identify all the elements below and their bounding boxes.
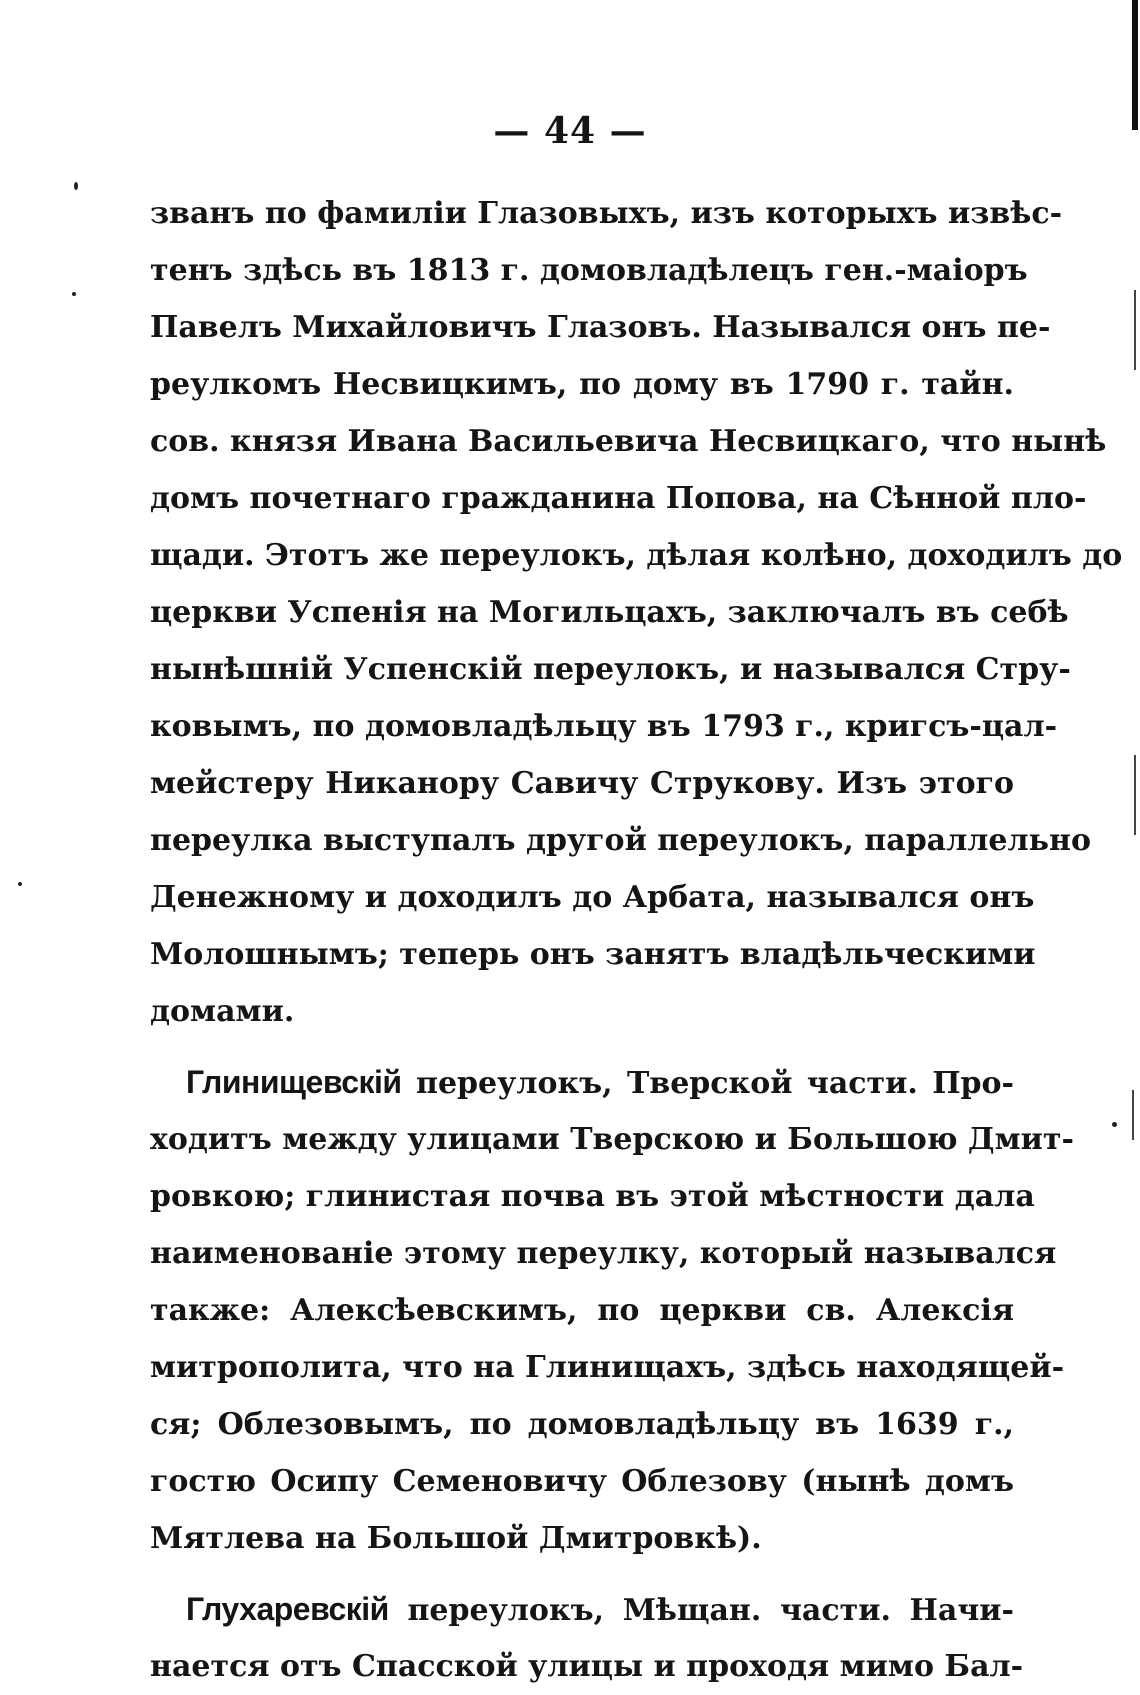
text-line: сов. князя Ивана Васильевича Несвицкаго, что нынѣ — [150, 424, 1107, 459]
text-line: ковымъ, по домовладѣльцу въ 1793 г., кригсъ-цал- — [150, 709, 1058, 744]
text-line: реулкомъ Несвицкимъ, по дому въ 1790 г. тайн. — [150, 367, 1014, 402]
text-line: митрополита, что на Глинищахъ, здѣсь находящей- — [150, 1350, 1065, 1385]
text-line: церкви Успенія на Могильцахъ, заключалъ въ себѣ — [150, 595, 1069, 630]
entry-lead-text: переулокъ, Тверской части. Про- — [416, 1066, 1014, 1101]
scan-edge-mark — [1132, 1090, 1134, 1140]
scan-edge-mark — [1134, 290, 1136, 370]
text-line: тенъ здѣсь въ 1813 г. домовладѣлецъ ген.-маіоръ — [150, 253, 1028, 288]
text-line: домами. — [150, 994, 295, 1029]
scan-speck — [1112, 1122, 1117, 1127]
scan-speck — [74, 182, 78, 190]
paragraph-glukharevsky — [150, 1581, 1024, 1695]
text-line: нается отъ Спасской улицы и проходя мимо Бал- — [150, 1649, 1024, 1684]
entry-heading: Глинищевскій — [186, 1064, 402, 1100]
text-line: ровкою; глинистая почва въ этой мѣстности дала — [150, 1179, 1035, 1214]
text-line: Денежному и доходилъ до Арбата, назывался онъ — [150, 880, 1035, 915]
text-line: Павелъ Михайловичъ Глазовъ. Назывался онъ пе- — [150, 310, 1051, 345]
text-line — [150, 1581, 1014, 1638]
entry-heading: Глухаревскій — [186, 1591, 389, 1627]
body-text — [150, 185, 1123, 1695]
scan-speck — [72, 292, 76, 296]
text-line: переулка выступалъ другой переулокъ, параллельно — [150, 823, 1091, 858]
text-line: Молошнымъ; теперь онъ занятъ владѣльческими — [150, 937, 1036, 972]
text-line: наименованіе этому переулку, который назывался — [150, 1236, 1057, 1271]
text-line — [150, 1054, 1014, 1111]
page-number: — 44 — — [493, 110, 647, 152]
entry-lead-text: переулокъ, Мѣщан. части. Начи- — [407, 1593, 1014, 1628]
text-line: домъ почетнаго гражданина Попова, на Сѣнной пло- — [150, 481, 1087, 516]
text-line: также: Алексѣевскимъ, по церкви св. Алексія — [150, 1293, 1014, 1328]
text-line: гостю Осипу Семеновичу Облезову (нынѣ домъ — [150, 1464, 1014, 1499]
text-line: званъ по фамиліи Глазовыхъ, изъ которыхъ извѣс- — [150, 196, 1063, 231]
text-line: щади. Этотъ же переулокъ, дѣлая колѣно, доходилъ до — [150, 538, 1123, 573]
paragraph — [150, 185, 1123, 1040]
text-line: ся; Облезовымъ, по домовладѣльцу въ 1639 г., — [150, 1407, 1014, 1442]
text-line: Мятлева на Большой Дмитровкѣ). — [150, 1521, 762, 1556]
scan-edge-mark — [1134, 755, 1136, 835]
text-line: нынѣшній Успенскій переулокъ, и назывался Стру- — [150, 652, 1071, 687]
paragraph-glinishchevsky — [150, 1054, 1074, 1567]
scan-speck — [18, 882, 22, 886]
text-line: мейстеру Никанору Савичу Струкову. Изъ этого — [150, 766, 1014, 801]
text-line: ходитъ между улицами Тверскою и Большою Дмит- — [150, 1122, 1074, 1157]
